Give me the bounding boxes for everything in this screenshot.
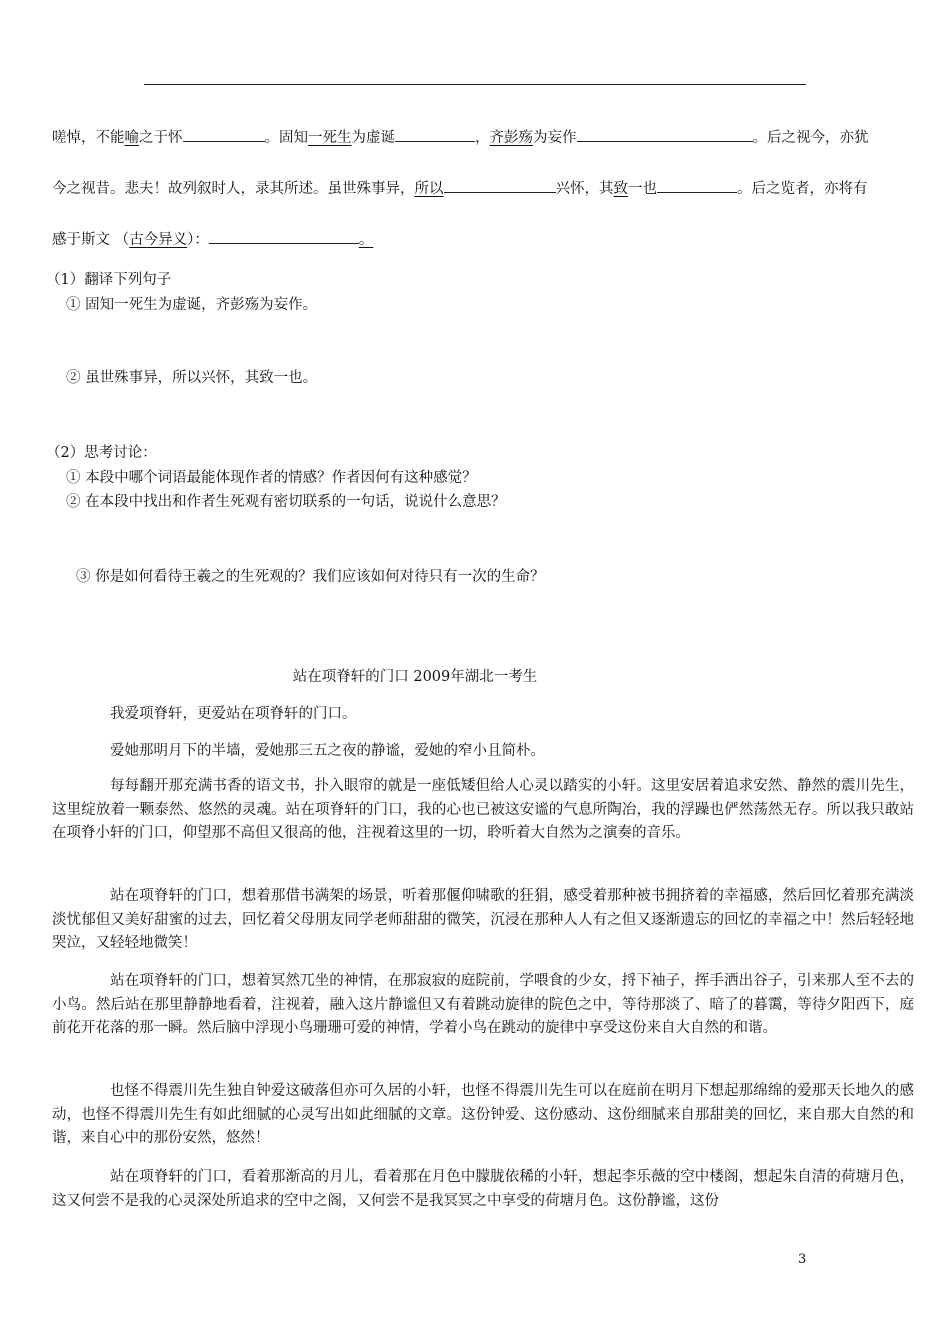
question-1-a: ① 固知一死生为虚诞，齐彭殇为妄作。 — [66, 297, 318, 313]
question-2-b: ② 在本段中找出和作者生死观有密切联系的一句话，说说什么意思？ — [66, 494, 506, 510]
exercise-line-1 — [52, 127, 869, 148]
underlined-word: 所以 — [414, 181, 444, 197]
text: 一也 — [628, 181, 657, 197]
text: 。后之视今，亦犹 — [752, 130, 869, 146]
essay-title: 站在项脊轩的门口 2009年湖北一考生 — [292, 669, 538, 685]
text: 为虚诞 — [351, 130, 395, 146]
answer-blank[interactable] — [657, 178, 737, 193]
text: 。 — [358, 232, 374, 248]
text: 今之视昔。悲夫！故列叙时人，录其所述。虽世殊事异， — [52, 181, 415, 197]
question-2-c: ③ 你是如何看待王羲之的生死观的？我们应该如何对待只有一次的生命？ — [76, 569, 545, 585]
essay-paragraph: 爱她那明月下的半墙，爱她那三五之夜的静谧，爱她的窄小且简朴。 — [110, 743, 545, 759]
question-1-b: ② 虽世殊事异，所以兴怀，其致一也。 — [66, 370, 318, 386]
text: 。固知 — [264, 130, 308, 146]
question-2-a: ① 本段中哪个词语最能体现作者的情感？作者因何有这种感觉？ — [66, 470, 477, 486]
essay-paragraph: 也怪不得震川先生独自钟爱这破落但亦可久居的小轩，也怪不得震川先生可以在庭前在明月下想起那绵绵的爱那天长地久的感动，也怪不得震川先生有如此细腻的心灵写出如此细腻的文章。这份钟爱、这份感动、这份细腻来自那甜美的回忆，来自那大自然的和谐，来自心中的那份安然，悠然！ — [52, 1083, 914, 1146]
answer-blank[interactable] — [444, 178, 556, 193]
answer-blank[interactable] — [209, 229, 359, 244]
text: 之于怀 — [139, 130, 183, 146]
top-rule — [144, 84, 806, 85]
question-2-title: （2）思考讨论： — [46, 445, 157, 461]
question-1-title: （1）翻译下列句子 — [46, 272, 172, 288]
underlined-word: 喻 — [124, 130, 139, 146]
underlined-word: 一死生 — [308, 130, 352, 146]
answer-blank[interactable] — [395, 127, 475, 142]
underlined-word: 齐彭殇 — [489, 130, 533, 146]
exercise-line-2 — [52, 178, 868, 199]
text: ）： — [187, 232, 209, 248]
exercise-line-3 — [52, 229, 373, 250]
essay-paragraph: 站在项脊轩的门口，想着冥然兀坐的神情，在那寂寂的庭院前，学喂食的少女，捋下袖子，挥手洒出谷子，引来那人至不去的小鸟。然后站在那里静静地看着，注视着，融入这片静谧但又有着跳动旋律的院色之中，等待那淡了、暗了的暮霭，等待夕阳西下，庭前花开花落的那一瞬。然后脑中浮现小鸟珊珊可爱的神情，学着小鸟在跳动的旋律中享受这份来自大自然的和谐。 — [52, 973, 914, 1036]
answer-blank[interactable] — [577, 127, 753, 142]
text: 感于斯文 （ — [52, 232, 130, 248]
underlined-word: 古今异义 — [129, 232, 188, 248]
answer-blank[interactable] — [183, 127, 265, 142]
text: ， — [475, 130, 490, 146]
text: 。后之览者，亦将有 — [737, 181, 868, 197]
page-number: 3 — [798, 1252, 807, 1267]
essay-paragraph: 站在项脊轩的门口，想着那借书满架的场景，听着那偃仰啸歌的狂狷，感受着那种被书拥挤着的幸福感，然后回忆着那充满淡淡忧郁但又美好甜蜜的过去，回忆着父母朋友同学老师甜甜的微笑，沉浸在那种人人有之但又逐渐遗忘的回忆的幸福之中！然后轻轻地哭泣，又轻轻地微笑！ — [52, 888, 914, 951]
text: 嗟悼，不能 — [52, 130, 125, 146]
essay-paragraph: 站在项脊轩的门口，看着那渐高的月儿，看着那在月色中朦胧依稀的小轩，想起李乐薇的空中楼阁，想起朱自清的荷塘月色，这又何尝不是我的心灵深处所追求的空中之阁，又何尝不是我冥冥之中享受的荷塘月色。这份静谧，这份 — [52, 1169, 914, 1209]
essay-paragraph: 每每翻开那充满书香的语文书，扑入眼帘的就是一座低矮但给人心灵以踏实的小轩。这里安居着追求安然、静然的震川先生，这里绽放着一颗泰然、悠然的灵魂。站在项脊轩的门口，我的心也已被这安谧的气息所陶冶，我的浮躁也俨然荡然无存。所以我只敢站在项脊小轩的门口，仰望那不高但又很高的他，注视着这里的一切，聆听着大自然为之演奏的音乐。 — [52, 778, 914, 841]
essay-paragraph: 我爱项脊轩，更爱站在项脊轩的门口。 — [110, 706, 357, 722]
underlined-word: 致 — [613, 181, 628, 197]
text: 为妄作 — [533, 130, 577, 146]
text: 兴怀，其 — [555, 181, 614, 197]
